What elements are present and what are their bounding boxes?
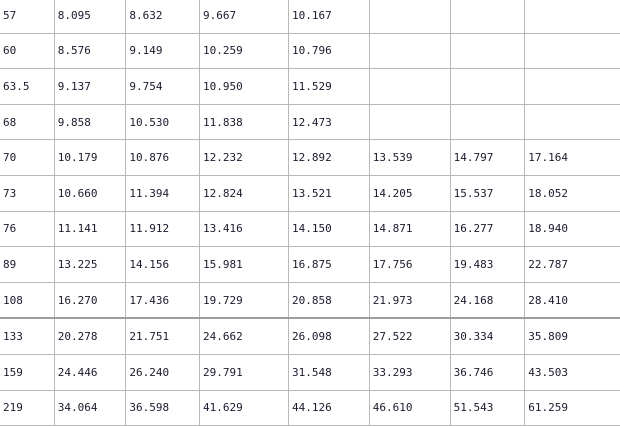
table-cell: 19.729 xyxy=(199,282,288,318)
table-row xyxy=(0,282,620,318)
table-cell: 24.446 xyxy=(54,354,126,390)
table-cell: 21.751 xyxy=(126,318,200,354)
table-cell xyxy=(525,104,620,140)
table-cell: 8.632 xyxy=(126,0,200,33)
table-cell xyxy=(369,0,450,33)
table-cell: 24.168 xyxy=(450,282,525,318)
table-cell: 76 xyxy=(0,211,54,247)
table-cell: 14.871 xyxy=(369,211,450,247)
table-row xyxy=(0,69,620,105)
table-cell: 15.981 xyxy=(199,247,288,283)
table-cell: 108 xyxy=(0,282,54,318)
table-cell: 11.912 xyxy=(126,211,200,247)
table-cell: 44.126 xyxy=(288,390,369,426)
table-cell: 31.548 xyxy=(288,354,369,390)
table-cell: 68 xyxy=(0,104,54,140)
table-row xyxy=(0,390,620,426)
table-cell xyxy=(369,33,450,69)
table-cell: 57 xyxy=(0,0,54,33)
table-cell: 16.875 xyxy=(288,247,369,283)
table-cell: 41.629 xyxy=(199,390,288,426)
table-cell: 13.521 xyxy=(288,175,369,211)
table-cell: 9.858 xyxy=(54,104,126,140)
table-cell xyxy=(450,0,525,33)
table-row xyxy=(0,318,620,354)
table-cell: 17.164 xyxy=(525,140,620,176)
table-cell xyxy=(450,69,525,105)
table-cell xyxy=(450,104,525,140)
table-cell: 14.797 xyxy=(450,140,525,176)
table-cell: 14.150 xyxy=(288,211,369,247)
table-cell xyxy=(369,104,450,140)
table-row xyxy=(0,175,620,211)
table-cell: 63.5 xyxy=(0,69,54,105)
table-cell xyxy=(525,33,620,69)
table-cell: 9.137 xyxy=(54,69,126,105)
table-cell: 16.277 xyxy=(450,211,525,247)
table-cell: 12.892 xyxy=(288,140,369,176)
table-cell: 18.940 xyxy=(525,211,620,247)
table-cell: 46.610 xyxy=(369,390,450,426)
table-cell: 33.293 xyxy=(369,354,450,390)
table-cell xyxy=(525,69,620,105)
table-cell: 11.529 xyxy=(288,69,369,105)
table-row xyxy=(0,104,620,140)
table-cell: 9.754 xyxy=(126,69,200,105)
table-cell: 17.756 xyxy=(369,247,450,283)
table-cell: 36.746 xyxy=(450,354,525,390)
table-cell: 219 xyxy=(0,390,54,426)
table-cell: 43.503 xyxy=(525,354,620,390)
table-cell: 51.543 xyxy=(450,390,525,426)
table-cell: 14.156 xyxy=(126,247,200,283)
table-cell xyxy=(525,0,620,33)
table-row xyxy=(0,247,620,283)
table-cell: 11.394 xyxy=(126,175,200,211)
table-cell: 28.410 xyxy=(525,282,620,318)
table-cell: 26.240 xyxy=(126,354,200,390)
table-cell: 20.858 xyxy=(288,282,369,318)
table-cell: 13.539 xyxy=(369,140,450,176)
table-cell: 159 xyxy=(0,354,54,390)
table-cell: 70 xyxy=(0,140,54,176)
table-cell: 22.787 xyxy=(525,247,620,283)
table-cell: 8.576 xyxy=(54,33,126,69)
table-cell: 21.973 xyxy=(369,282,450,318)
table-cell: 30.334 xyxy=(450,318,525,354)
table-row xyxy=(0,140,620,176)
table-cell: 16.270 xyxy=(54,282,126,318)
table-cell: 29.791 xyxy=(199,354,288,390)
table-cell: 10.660 xyxy=(54,175,126,211)
table-row xyxy=(0,0,620,33)
table-cell: 10.796 xyxy=(288,33,369,69)
table-cell: 61.259 xyxy=(525,390,620,426)
table-cell: 10.179 xyxy=(54,140,126,176)
table-cell xyxy=(369,69,450,105)
table-row xyxy=(0,33,620,69)
table-cell: 73 xyxy=(0,175,54,211)
table-cell: 18.052 xyxy=(525,175,620,211)
table-cell: 10.259 xyxy=(199,33,288,69)
table-cell: 15.537 xyxy=(450,175,525,211)
table-cell: 35.809 xyxy=(525,318,620,354)
table-cell: 12.824 xyxy=(199,175,288,211)
table-cell: 12.232 xyxy=(199,140,288,176)
table-cell: 14.205 xyxy=(369,175,450,211)
table-cell: 9.667 xyxy=(199,0,288,33)
table-cell: 89 xyxy=(0,247,54,283)
table-cell: 19.483 xyxy=(450,247,525,283)
table-cell: 60 xyxy=(0,33,54,69)
table-cell: 10.876 xyxy=(126,140,200,176)
table-cell: 20.278 xyxy=(54,318,126,354)
table-cell: 9.149 xyxy=(126,33,200,69)
table-row xyxy=(0,211,620,247)
table-cell: 10.167 xyxy=(288,0,369,33)
table-cell: 36.598 xyxy=(126,390,200,426)
table-cell: 10.950 xyxy=(199,69,288,105)
table-cell: 8.095 xyxy=(54,0,126,33)
table-cell: 34.064 xyxy=(54,390,126,426)
table-cell: 11.838 xyxy=(199,104,288,140)
table-cell: 10.530 xyxy=(126,104,200,140)
table-cell: 27.522 xyxy=(369,318,450,354)
table-cell: 11.141 xyxy=(54,211,126,247)
table-cell: 24.662 xyxy=(199,318,288,354)
table-cell: 26.098 xyxy=(288,318,369,354)
table-cell: 133 xyxy=(0,318,54,354)
table-cell: 13.225 xyxy=(54,247,126,283)
table-row xyxy=(0,354,620,390)
table-cell xyxy=(450,33,525,69)
table-cell: 13.416 xyxy=(199,211,288,247)
table-cell: 12.473 xyxy=(288,104,369,140)
table-cell: 17.436 xyxy=(126,282,200,318)
